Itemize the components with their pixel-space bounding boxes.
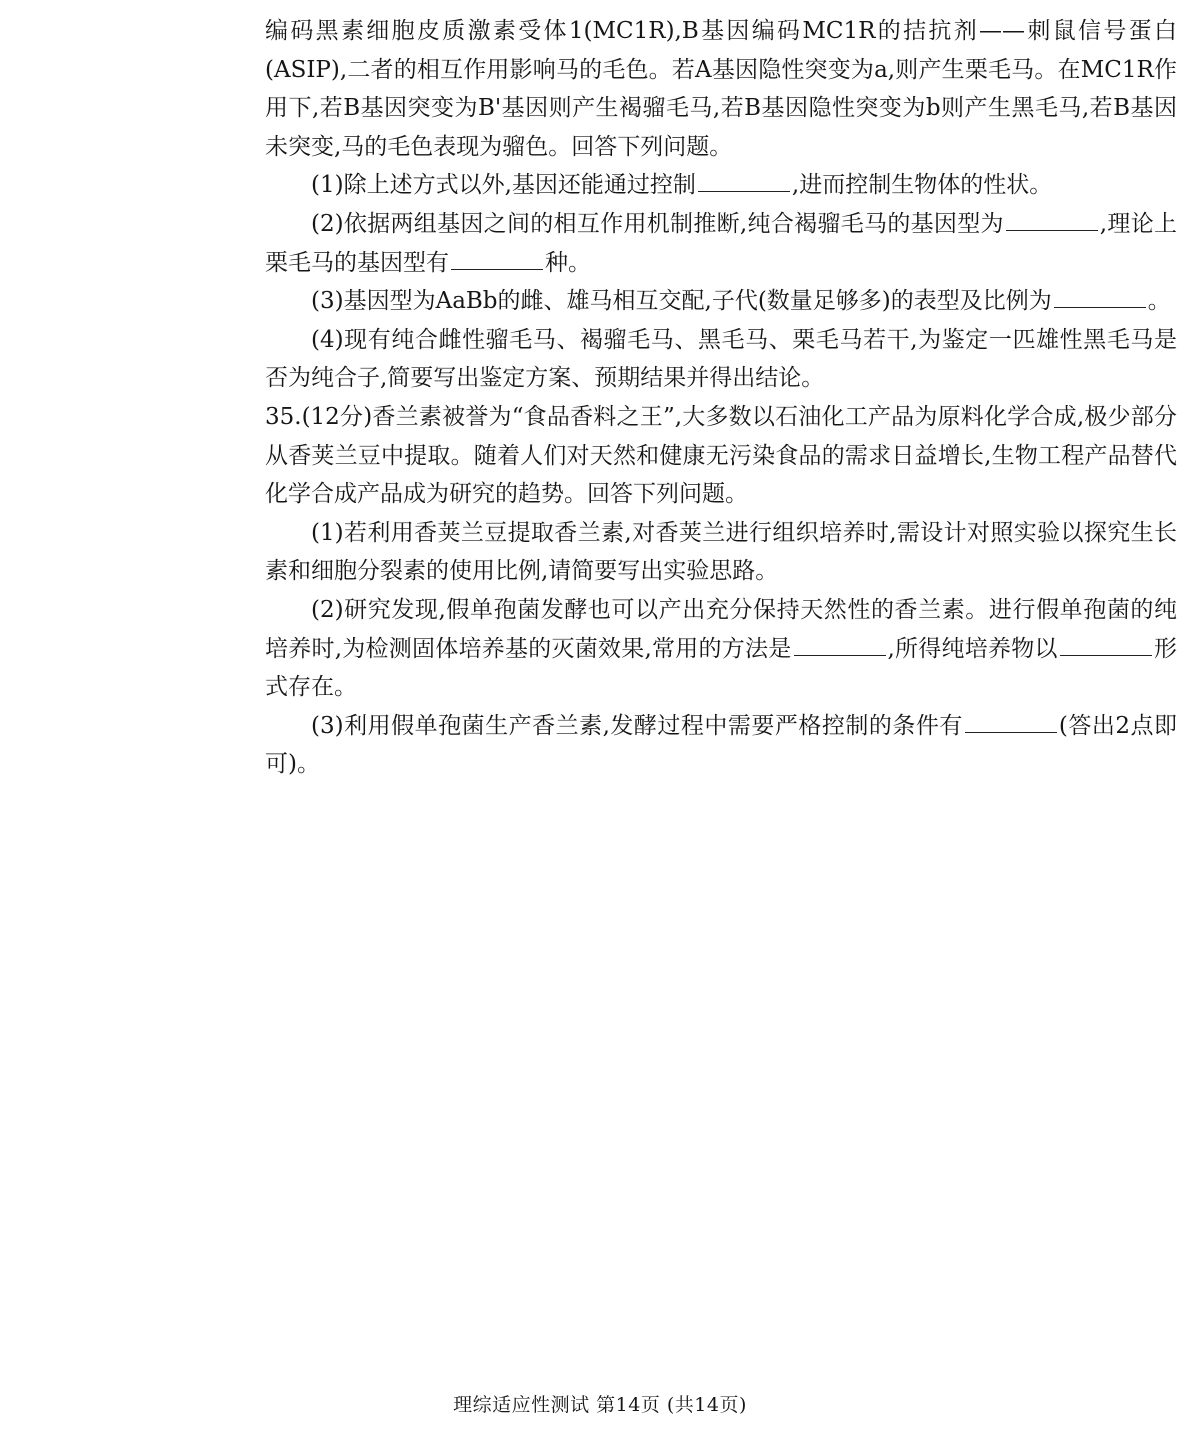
- question-35-part-1: (1)若利用香荚兰豆提取香兰素,对香荚兰进行组织培养时,需设计对照实验以探究生长素和细胞分裂素的使用比例,请简要写出实验思路。: [265, 519, 1177, 585]
- answer-blank: [451, 268, 543, 270]
- question-34-stem-continued: 编码黑素细胞皮质激素受体1(MC1R),B基因编码MC1R的拮抗剂——刺鼠信号蛋白(ASIP),二者的相互作用影响马的毛色。若A基因隐性突变为a,则产生栗毛马。在MC1R作用下,若B基因突变为B'基因则产生褐骝毛马,若B基因隐性突变为b则产生黑毛马,若B基因未突变,马的毛色表现为骝色。回答下列问题。: [265, 18, 1177, 160]
- answer-blank: [1054, 306, 1146, 308]
- question-34-part-1: (1)除上述方式以外,基因还能通过控制 ,进而控制生物体的性状。: [311, 172, 1053, 199]
- question-35-part-2: (2)研究发现,假单孢菌发酵也可以产出充分保持天然性的香兰素。进行假单孢菌的纯培养时,为检测固体培养基的灭菌效果,常用的方法是 ,所得纯培养物以 形式存在。: [265, 596, 1178, 701]
- question-content: [265, 12, 1177, 784]
- answer-blank: [965, 731, 1057, 733]
- answer-blank: [1006, 229, 1098, 231]
- answer-blank: [698, 190, 790, 192]
- question-34-part-4: (4)现有纯合雌性骝毛马、褐骝毛马、黑毛马、栗毛马若干,为鉴定一匹雄性黑毛马是否为纯合子,简要写出鉴定方案、预期结果并得出结论。: [265, 326, 1177, 392]
- question-35-stem: 35.(12分)香兰素被誉为“食品香料之王”,大多数以石油化工产品为原料化学合成,极少部分从香荚兰豆中提取。随着人们对天然和健康无污染食品的需求日益增长,生物工程产品替代化学合成产品成为研究的趋势。回答下列问题。: [265, 403, 1177, 508]
- answer-blank: [1060, 654, 1152, 656]
- question-34-part-3: (3)基因型为AaBb的雌、雄马相互交配,子代(数量足够多)的表型及比例为 。: [311, 288, 1171, 315]
- question-34-part-2: (2)依据两组基因之间的相互作用机制推断,纯合褐骝毛马的基因型为 ,理论上栗毛马的基因型有 种。: [265, 210, 1177, 276]
- answer-blank: [794, 654, 886, 656]
- question-35-part-3: (3)利用假单孢菌生产香兰素,发酵过程中需要严格控制的条件有 (答出2点即可)。: [265, 712, 1177, 778]
- page-footer: 理综适应性测试 第14页 (共14页): [453, 1394, 747, 1416]
